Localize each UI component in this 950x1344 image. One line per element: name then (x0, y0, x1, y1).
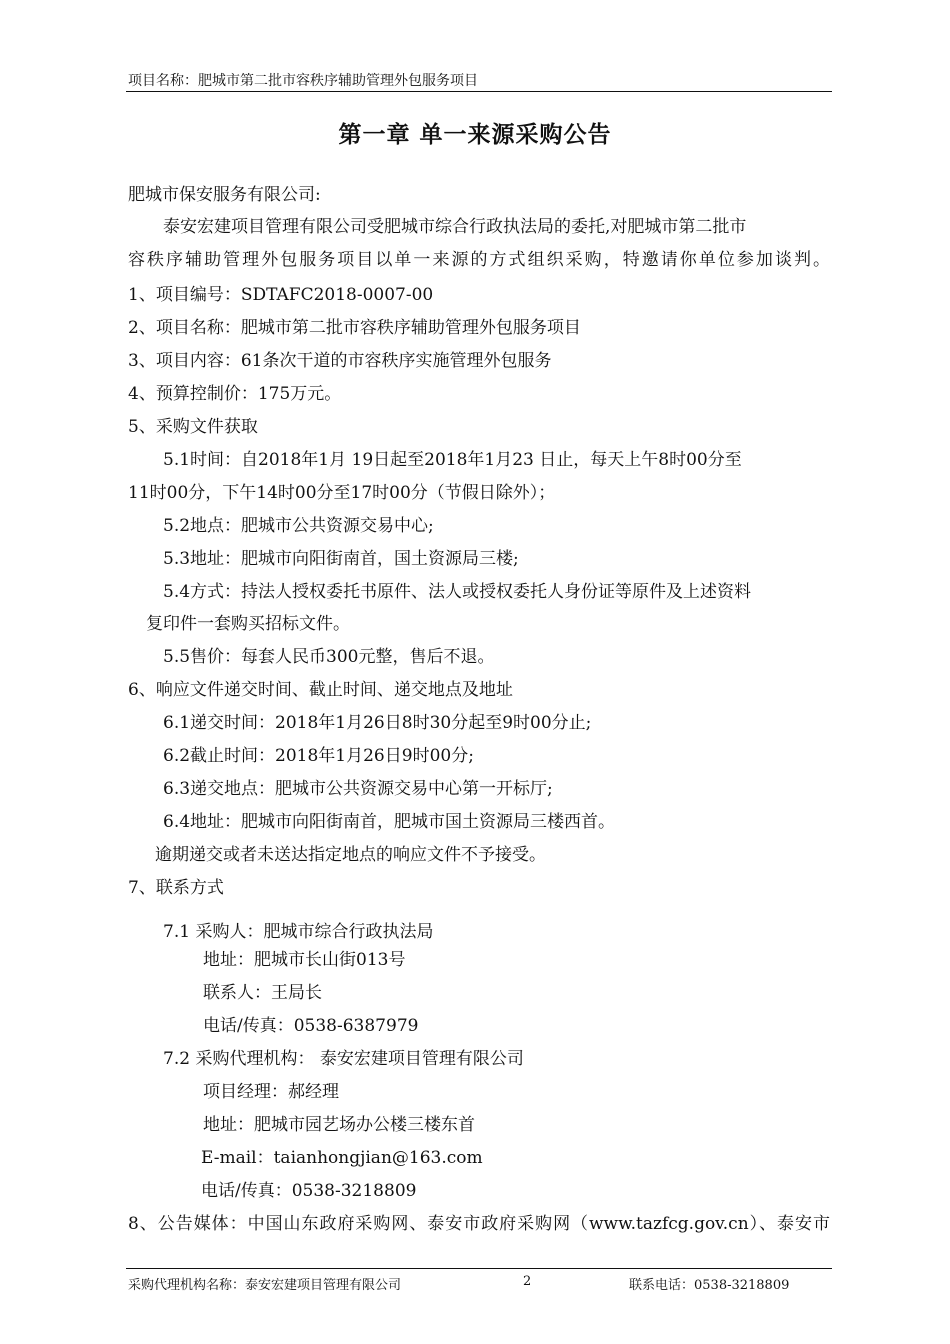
item-5-4-line-2: 复印件一套购买招标文件。 (146, 614, 350, 634)
agency-manager: 项目经理：郝经理 (203, 1082, 339, 1102)
item-5-1-line-2: 11时00分，下午14时00分至17时00分（节假日除外）； (128, 483, 556, 503)
item-7-2-agency: 7.2 采购代理机构： 泰安宏建项目管理有限公司 (163, 1049, 524, 1069)
addressee: 肥城市保安服务有限公司: (128, 185, 321, 205)
item-project-name: 2、项目名称：肥城市第二批市容秩序辅助管理外包服务项目 (128, 318, 581, 338)
header-rule (126, 91, 832, 92)
item-5-3: 5.3地址：肥城市向阳街南首，国土资源局三楼; (163, 549, 519, 569)
late-submission-note: 逾期递交或者未送达指定地点的响应文件不予接受。 (155, 845, 546, 865)
footer-phone: 联系电话：0538-3218809 (629, 1278, 790, 1293)
item-6-4: 6.4地址：肥城市向阳街南首，肥城市国土资源局三楼西首。 (163, 812, 616, 832)
item-7-1-purchaser: 7.1 采购人：肥城市综合行政执法局 (163, 922, 434, 942)
purchaser-contact: 联系人：王局长 (203, 983, 322, 1003)
intro-line-1: 泰安宏建项目管理有限公司受肥城市综合行政执法局的委托,对肥城市第二批市 (163, 217, 747, 237)
item-5-5: 5.5售价：每套人民币300元整，售后不退。 (163, 647, 495, 667)
item-project-number: 1、项目编号：SDTAFC2018-0007-00 (128, 285, 434, 305)
agency-address: 地址：肥城市园艺场办公楼三楼东首 (203, 1115, 475, 1135)
page-number: 2 (523, 1274, 532, 1289)
page-header-text: 项目名称：肥城市第二批市容秩序辅助管理外包服务项目 (128, 73, 478, 89)
item-5-1-line-1: 5.1时间：自2018年1月 19日起至2018年1月23 日止，每天上午8时00分至 (163, 450, 742, 470)
purchaser-address: 地址：肥城市长山街013号 (203, 950, 406, 970)
item-6-3: 6.3递交地点：肥城市公共资源交易中心第一开标厅; (163, 779, 553, 799)
footer-agency: 采购代理机构名称：泰安宏建项目管理有限公司 (128, 1278, 402, 1293)
item-response-submission: 6、响应文件递交时间、截止时间、递交地点及地址 (128, 680, 513, 700)
item-6-1: 6.1递交时间：2018年1月26日8时30分起至9时00分止; (163, 713, 592, 733)
item-document-acquisition: 5、采购文件获取 (128, 417, 258, 437)
item-contact: 7、联系方式 (128, 878, 224, 898)
item-budget: 4、预算控制价：175万元。 (128, 384, 342, 404)
agency-email: E-mail：taianhongjian@163.com (201, 1148, 483, 1168)
intro-line-2: 容秩序辅助管理外包服务项目以单一来源的方式组织采购，特邀请你单位参加谈判。 (128, 250, 830, 270)
footer-rule (126, 1268, 832, 1269)
item-5-2: 5.2地点：肥城市公共资源交易中心; (163, 516, 434, 536)
item-6-2: 6.2截止时间：2018年1月26日9时00分; (163, 746, 474, 766)
chapter-title: 第一章 单一来源采购公告 (338, 122, 612, 148)
agency-phone: 电话/传真：0538-3218809 (201, 1181, 417, 1201)
item-5-4-line-1: 5.4方式：持法人授权委托书原件、法人或授权委托人身份证等原件及上述资料 (163, 582, 752, 602)
purchaser-phone: 电话/传真：0538-6387979 (203, 1016, 419, 1036)
item-media: 8、公告媒体：中国山东政府采购网、泰安市政府采购网（www.tazfcg.gov.cn）、泰安市 (128, 1214, 830, 1234)
item-project-content: 3、项目内容：61条次干道的市容秩序实施管理外包服务 (128, 351, 552, 371)
